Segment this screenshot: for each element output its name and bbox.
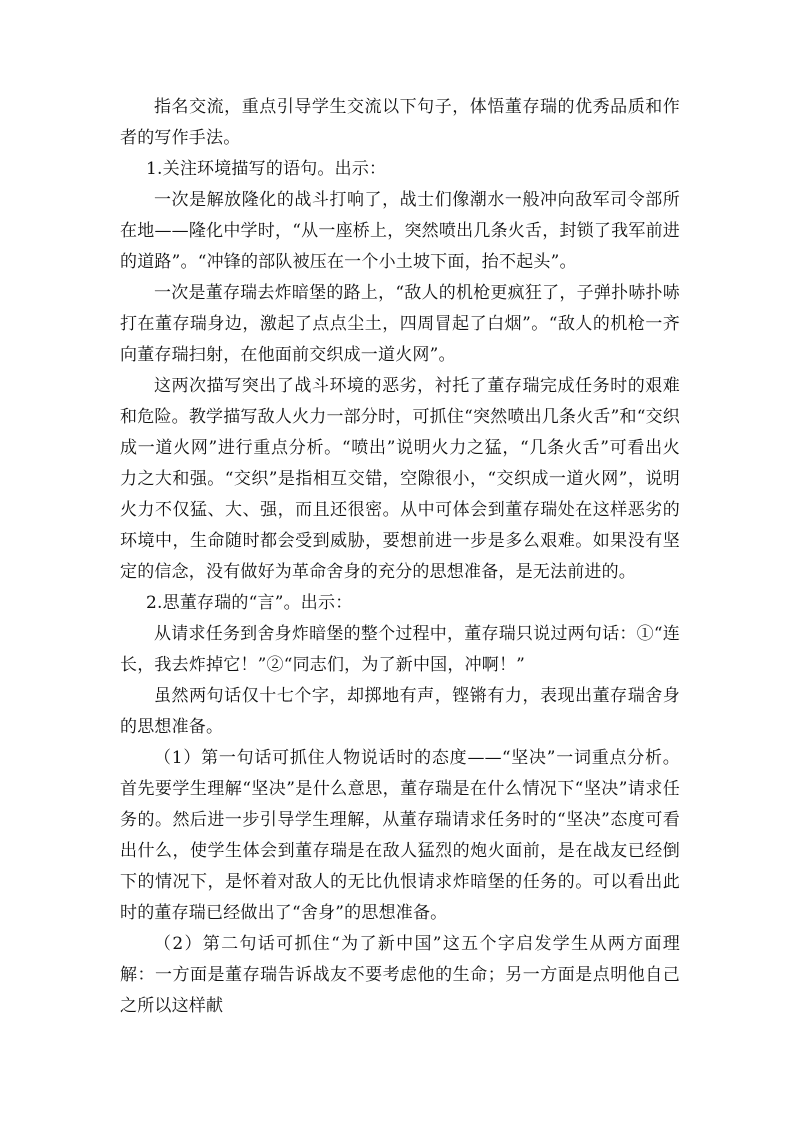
document-page (120, 92, 680, 1022)
quote-paragraph-speech: 从请求任务到舍身炸暗堡的整个过程中，董存瑞只说过两句话：①“连长，我去炸掉它！”②“同志们，为了新中国，冲啊！” (120, 624, 680, 675)
section-heading-speech: 2.思董存瑞的“言”。出示： (146, 593, 353, 613)
first-sentence-analysis: （1）第一句话可抓住人物说话时的态度——“坚决”一词重点分析。首先要学生理解“坚决”是什么意思，董存瑞是在什么情况下“坚决”请求任务的。然后进一步引导学生理解，从董存瑞请求任务时的“坚决”态度可看出什么，使学生体会到董存瑞是在敌人猛烈的炮火面前，是在战友已经倒下的情况下，是怀着对敌人的无比仇恨请求炸暗堡的任务的。可以看出此时的董存瑞已经做出了“舍身”的思想准备。 (120, 748, 680, 923)
intro-paragraph: 指名交流，重点引导学生交流以下句子，体悟董存瑞的优秀品质和作者的写作手法。 (120, 97, 680, 148)
quote-paragraph-battle: 一次是解放隆化的战斗打响了，战士们像潮水一般冲向敌军司令部所在地——隆化中学时，“从一座桥上，突然喷出几条火舌，封锁了我军前进的道路”。“冲锋的部队被压在一个小土坡下面，抬不起头”。 (120, 190, 680, 272)
speech-summary-paragraph: 虽然两句话仅十七个字，却掷地有声，铿锵有力，表现出董存瑞舍身的思想准备。 (120, 686, 680, 737)
second-sentence-analysis: （2）第二句话可抓住“为了新中国”这五个字启发学生从两方面理解：一方面是董存瑞告诉战友不要考虑他的生命；另一方面是点明他自己之所以这样献 (120, 934, 680, 1016)
section-heading-environment: 1.关注环境描写的语句。出示： (146, 159, 387, 179)
analysis-paragraph: 这两次描写突出了战斗环境的恶劣，衬托了董存瑞完成任务时的艰难和危险。教学描写敌人火力一部分时，可抓住“突然喷出几条火舌”和“交织成一道火网”进行重点分析。“喷出”说明火力之猛，“几条火舌”可看出火力之大和强。“交织”是指相互交错，空隙很小，“交织成一道火网”，说明火力不仅猛、大、强，而且还很密。从中可体会到董存瑞处在这样恶劣的环境中，生命随时都会受到威胁，要想前进一步是多么艰难。如果没有坚定的信念，没有做好为革命舍身的充分的思想准备，是无法前进的。 (120, 376, 680, 582)
quote-paragraph-bunker: 一次是董存瑞去炸暗堡的路上，“敌人的机枪更疯狂了，子弹扑哧扑哧打在董存瑞身边，激起了点点尘土，四周冒起了白烟”。“敌人的机枪一齐向董存瑞扫射，在他面前交织成一道火网”。 (120, 283, 680, 365)
